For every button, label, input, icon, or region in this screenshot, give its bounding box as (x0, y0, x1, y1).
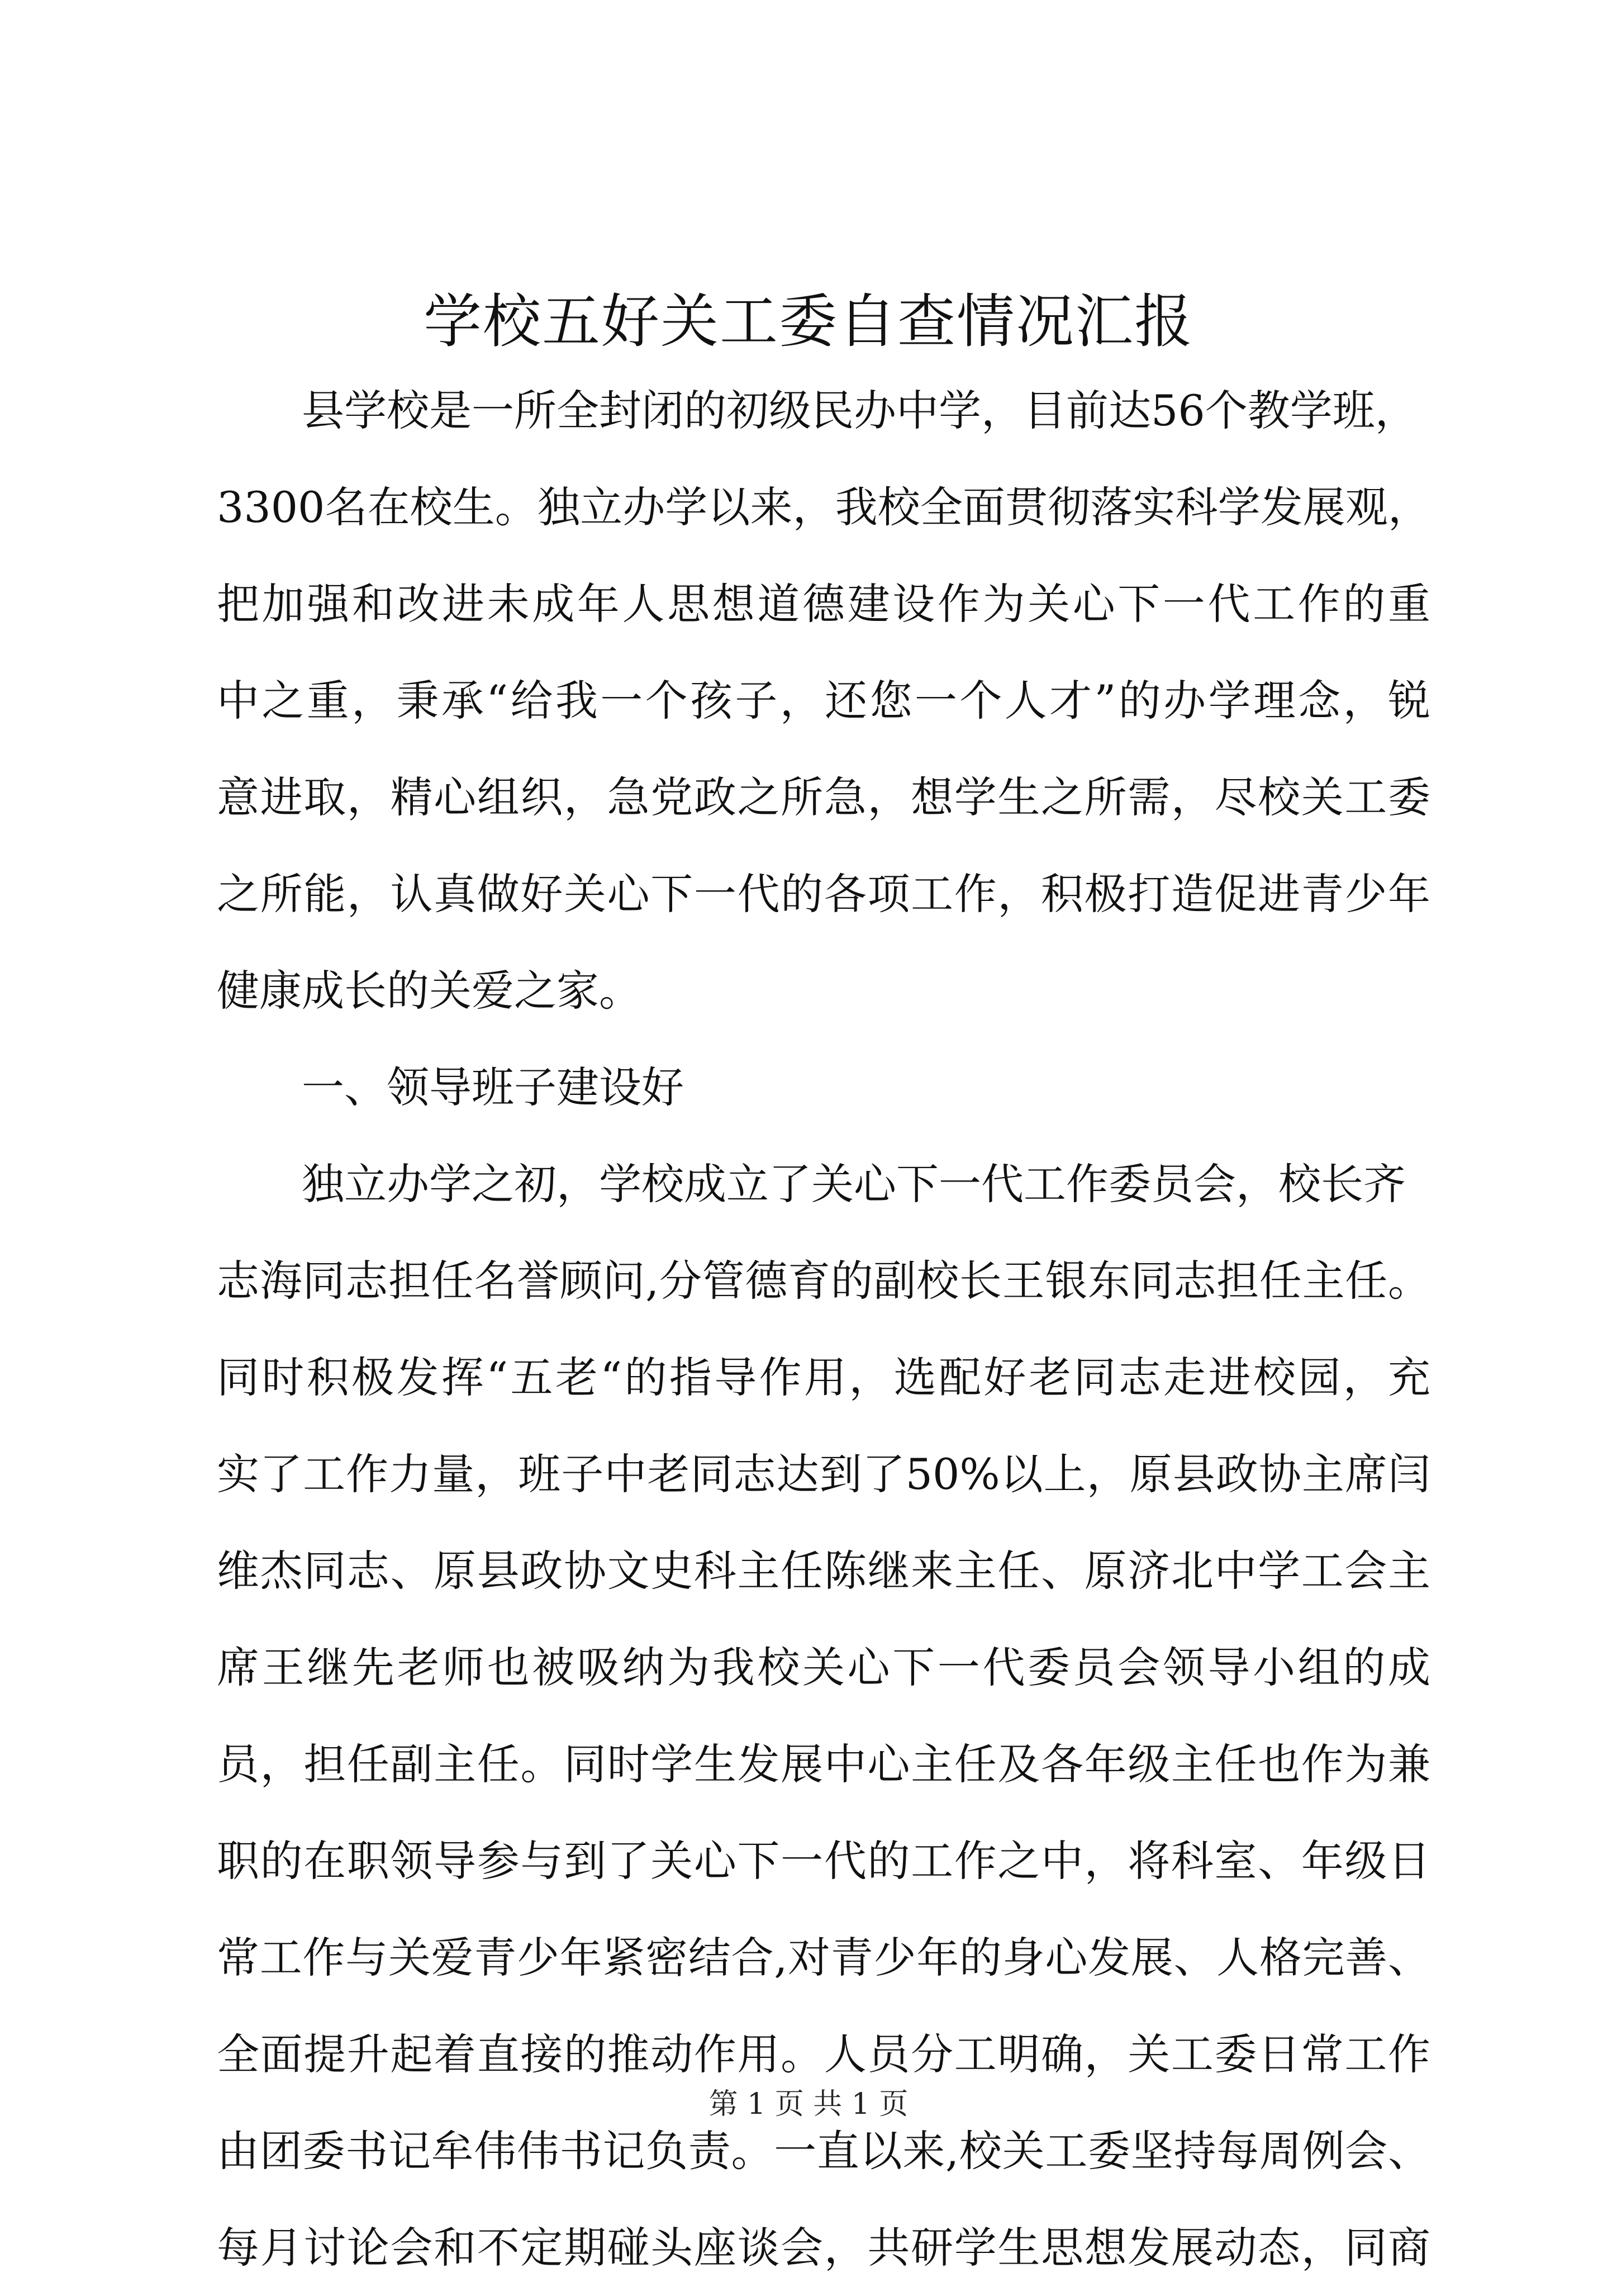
paragraph-line: 把加强和改进未成年人思想道德建设作为关心下一代工作的重 (217, 579, 1430, 629)
paragraph-line: 县学校是一所全封闭的初级民办中学，目前达56个教学班， (302, 386, 1418, 435)
paragraph-line: 席王继先老师也被吸纳为我校关心下一代委员会领导小组的成 (217, 1643, 1430, 1692)
paragraph-line: 中之重，秉承“给我一个孩子，还您一个人才”的办学理念，锐 (217, 676, 1430, 725)
paragraph-line: 志海同志担任名誉顾问,分管德育的副校长王银东同志担任主任。 (217, 1256, 1430, 1306)
section-heading: 一、领导班子建设好 (302, 1062, 684, 1112)
paragraph-line: 独立办学之初，学校成立了关心下一代工作委员会，校长齐 (302, 1159, 1406, 1209)
paragraph-line: 之所能，认真做好关心下一代的各项工作，积极打造促进青少年 (217, 869, 1430, 919)
paragraph-line: 健康成长的关爱之家。 (217, 966, 641, 1016)
paragraph-line: 实了工作力量，班子中老同志达到了50%以上，原县政协主席闫 (217, 1449, 1430, 1499)
document-title: 学校五好关工委自查情况汇报 (423, 287, 1193, 355)
paragraph-line: 同时积极发挥“五老“的指导作用，选配好老同志走进校园，充 (217, 1353, 1430, 1402)
paragraph-line: 常工作与关爱青少年紧密结合,对青少年的身心发展、人格完善、 (217, 1933, 1430, 1982)
paragraph-line: 由团委书记牟伟伟书记负责。一直以来,校关工委坚持每周例会、 (217, 2126, 1430, 2176)
paragraph-line: 员，担任副主任。同时学生发展中心主任及各年级主任也作为兼 (217, 1739, 1430, 1789)
paragraph-line: 意进取，精心组织，急党政之所急，想学生之所需，尽校关工委 (217, 772, 1430, 822)
paragraph-line: 职的在职领导参与到了关心下一代的工作之中，将科室、年级日 (217, 1836, 1430, 1886)
paragraph-line: 每月讨论会和不定期碰头座谈会，共研学生思想发展动态，同商 (217, 2223, 1430, 2273)
paragraph-line: 维杰同志、原县政协文史科主任陈继来主任、原济北中学工会主 (217, 1546, 1430, 1596)
paragraph-line: 3300名在校生。独立办学以来，我校全面贯彻落实科学发展观， (217, 482, 1430, 532)
paragraph-line: 全面提升起着直接的推动作用。人员分工明确，关工委日常工作 (217, 2029, 1430, 2079)
document-body (217, 362, 1430, 2296)
page-footer: 第 1 页 共 1 页 (708, 2088, 909, 2121)
